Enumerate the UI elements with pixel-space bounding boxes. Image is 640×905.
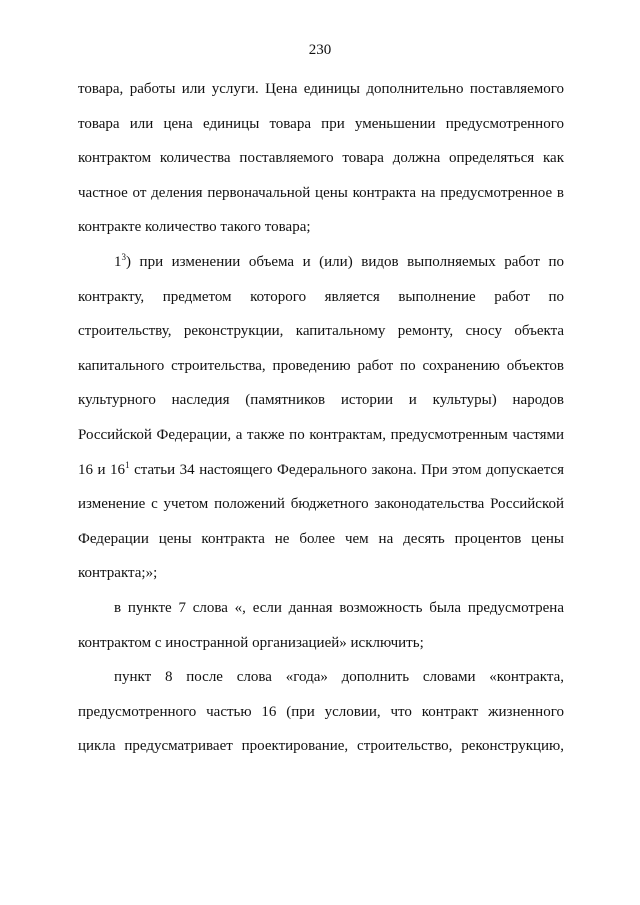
page-number: 230 [308, 42, 332, 58]
document-body [78, 75, 564, 767]
part-superscript: 1 [125, 459, 130, 470]
text-line: контракту, предметом которого является выполнение работ по [78, 288, 564, 305]
text-fragment: статьи 34 настоящего Федерального закона. При этом допускается [129, 461, 564, 478]
text-line: капитального строительства, проведению работ по сохранению объектов [78, 357, 564, 374]
text-line-with-superscript [78, 456, 564, 491]
text-line: контрактом количества поставляемого товара должна определяться как [78, 150, 564, 167]
text-line: цикла предусматривает проектирование, строительство, реконструкцию, [78, 738, 564, 755]
text-line: предусмотренного частью 16 (при условии, что контракт жизненного [78, 703, 564, 720]
text-line: Российской Федерации, а также по контрактам, предусмотренным частями [78, 426, 564, 443]
text-fragment: 16 и 16 [78, 461, 126, 478]
item-number: 1 [114, 253, 122, 270]
text-line: частное от деления первоначальной цены контракта на предусмотренное в [78, 184, 564, 201]
text-line: Федерации цены контракта не более чем на десять процентов цены [78, 530, 564, 547]
text-line: контракта;»; [78, 565, 158, 582]
text-line: контракте количество такого товара; [78, 219, 311, 236]
text-line: контрактом с иностранной организацией» исключить; [78, 634, 424, 651]
text-line: товара, работы или услуги. Цена единицы дополнительно поставляемого [78, 81, 564, 97]
paragraph-start-line: пункт 8 после слова «года» дополнить словами «контракта, [114, 669, 564, 686]
text-line: изменение с учетом положений бюджетного законодательства Российской [78, 496, 564, 513]
item-superscript: 3 [121, 251, 126, 262]
text-line: культурного наследия (памятников истории и культуры) народов [78, 392, 564, 409]
text-fragment: ) при изменении объема и (или) видов выполняемых работ по [126, 253, 564, 270]
paragraph-start-line: в пункте 7 слова «, если данная возможность была предусмотрена [114, 599, 564, 616]
paragraph-start-line [78, 248, 564, 283]
text-line: строительству, реконструкции, капитальному ремонту, сносу объекта [78, 323, 564, 340]
text-line: товара или цена единицы товара при уменьшении предусмотренного [78, 115, 564, 132]
